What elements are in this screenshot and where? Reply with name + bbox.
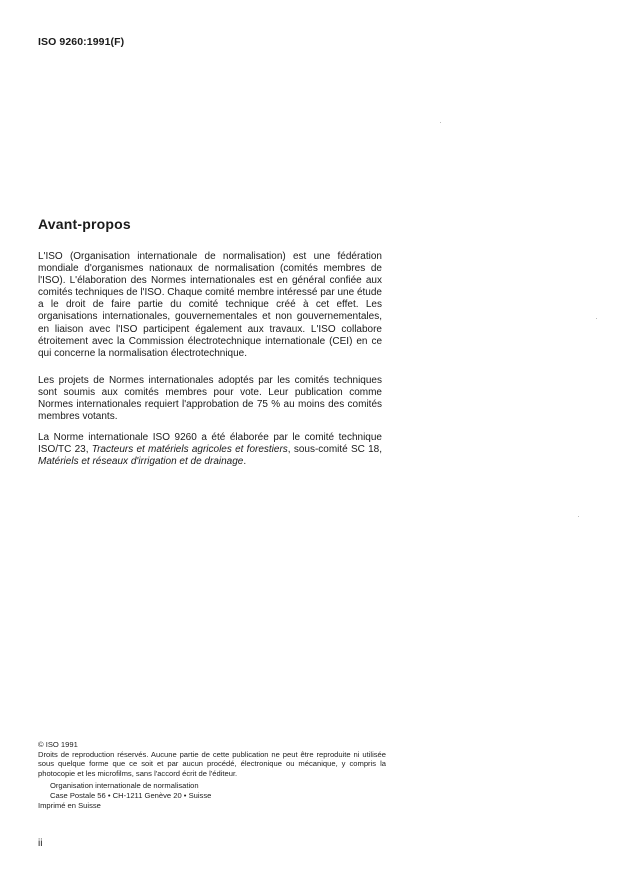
copyright-rights: Droits de reproduction réservés. Aucune partie de cette publication ne peut être reproduite ni utilisée sous quelque forme que ce soit et par aucun procédé, électronique ou mécanique, y compris la photocopie et les microfilms, sans l'accord écrit de l'éditeur. [38, 749, 386, 778]
foreword-paragraph-2: Les projets de Normes internationales adoptés par les comités techniques sont soumis aux comités membres pour vote. Leur publication comme Normes internationales requiert l'approbation de 75 % au moins des comités membres votants. [38, 375, 382, 423]
p3-text-3: . [243, 456, 247, 468]
p3-committee-title: Tracteurs et matériels agricoles et forestiers [91, 444, 288, 456]
foreword-paragraph-1: L'ISO (Organisation internationale de normalisation) est une fédération mondiale d'organismes nationaux de normalisation (comités membres de l'ISO). L'élaboration des Normes internationales est en général confiée aux comités techniques de l'ISO. Chaque comité membre intéressé par une étude a le droit de faire partie du comité technique créé à cet effet. Les organisations internationales, gouvernementales et non gouvernementales, en liaison avec l'ISO participent également aux travaux. L'ISO collabore étroitement avec la Commission électrotechnique internationale (CEI) en ce qui concerne la normalisation électrotechnique. [38, 251, 382, 359]
p3-text-1: La Norme internationale ISO 9260 a été élaborée par le comité technique ISO/TC 23, [38, 432, 382, 456]
page-number: ii [38, 838, 43, 849]
publisher-address: Case Postale 56 • CH-1211 Genève 20 • Suisse [50, 790, 212, 800]
foreword-paragraph-3 [38, 432, 382, 468]
scan-speck [440, 122, 441, 123]
scan-speck [596, 318, 597, 319]
scan-speck [578, 516, 579, 517]
printed-in: Imprimé en Suisse [38, 800, 101, 810]
section-title: Avant-propos [38, 216, 131, 232]
copyright-block [38, 740, 386, 810]
p3-subcommittee-title: Matériels et réseaux d'irrigation et de drainage [38, 456, 244, 468]
document-reference: ISO 9260:1991(F) [38, 36, 125, 48]
publisher-name: Organisation internationale de normalisation [50, 781, 199, 791]
copyright-year: © ISO 1991 [38, 740, 78, 749]
p3-text-2: , sous-comité SC 18, [287, 444, 382, 456]
